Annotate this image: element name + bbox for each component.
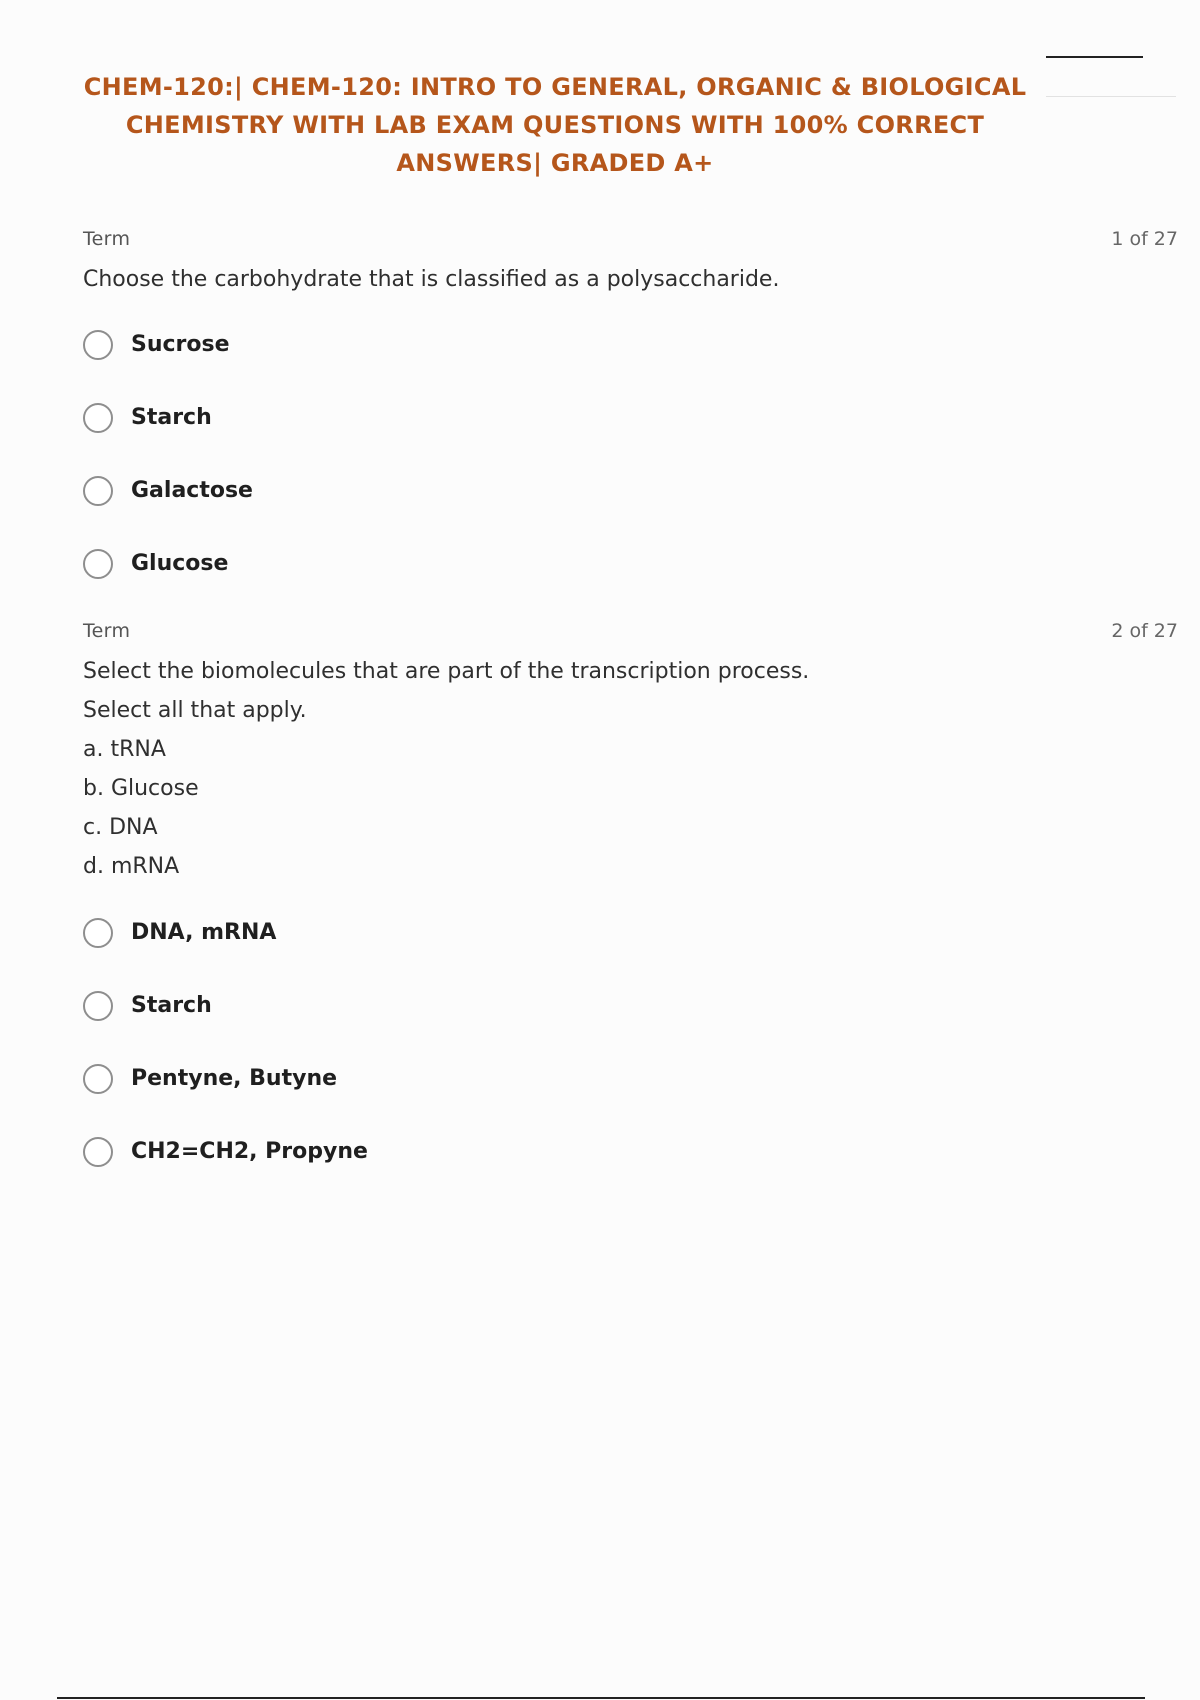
answer-option-label: Pentyne, Butyne (131, 1066, 338, 1091)
question-prompt (83, 652, 1178, 886)
answer-options (83, 896, 1178, 1188)
prompt-line: Select the biomolecules that are part of the transcription process. (83, 659, 810, 684)
question-counter: 1 of 27 (1111, 228, 1178, 250)
radio-button-icon[interactable] (83, 1064, 113, 1094)
radio-button-icon[interactable] (83, 403, 113, 433)
answer-option-label: CH2=CH2, Propyne (131, 1139, 368, 1164)
term-label: Term (83, 228, 131, 250)
question-1 (83, 228, 1178, 600)
question-2 (83, 620, 1178, 1188)
header-rule-faint (1046, 96, 1176, 97)
answer-option-label: DNA, mRNA (131, 920, 277, 945)
radio-button-icon[interactable] (83, 549, 113, 579)
radio-button-icon[interactable] (83, 918, 113, 948)
document-title: CHEM-120:| CHEM-120: INTRO TO GENERAL, ORGANIC & BIOLOGICAL CHEMISTRY WITH LAB EXAM QUESTIONS WITH 100% CORRECT ANSWERS| GRADED A+ (83, 73, 1027, 177)
radio-button-icon[interactable] (83, 1137, 113, 1167)
answer-option[interactable] (83, 896, 1178, 969)
radio-button-icon[interactable] (83, 991, 113, 1021)
question-counter: 2 of 27 (1111, 620, 1178, 642)
answer-option[interactable] (83, 454, 1178, 527)
answer-option[interactable] (83, 1115, 1178, 1188)
question-header (83, 620, 1178, 646)
answer-option-label: Sucrose (131, 332, 230, 357)
answer-option-label: Starch (131, 993, 212, 1018)
choice-line: c. DNA (83, 815, 158, 840)
answer-option-label: Galactose (131, 478, 253, 503)
answer-option-label: Starch (131, 405, 212, 430)
footer-rule (57, 1697, 1145, 1699)
radio-button-icon[interactable] (83, 330, 113, 360)
answer-option[interactable] (83, 969, 1178, 1042)
term-label: Term (83, 620, 131, 642)
prompt-line: Select all that apply. (83, 698, 307, 723)
question-prompt: Choose the carbohydrate that is classified as a polysaccharide. (83, 267, 780, 292)
choice-line: b. Glucose (83, 776, 199, 801)
answer-option[interactable] (83, 308, 1178, 381)
answer-options (83, 308, 1178, 600)
answer-option[interactable] (83, 381, 1178, 454)
answer-option-label: Glucose (131, 551, 229, 576)
header-rule (1046, 56, 1143, 58)
answer-option[interactable] (83, 527, 1178, 600)
choice-line: a. tRNA (83, 737, 166, 762)
radio-button-icon[interactable] (83, 476, 113, 506)
answer-option[interactable] (83, 1042, 1178, 1115)
choice-line: d. mRNA (83, 854, 180, 879)
question-header (83, 228, 1178, 254)
